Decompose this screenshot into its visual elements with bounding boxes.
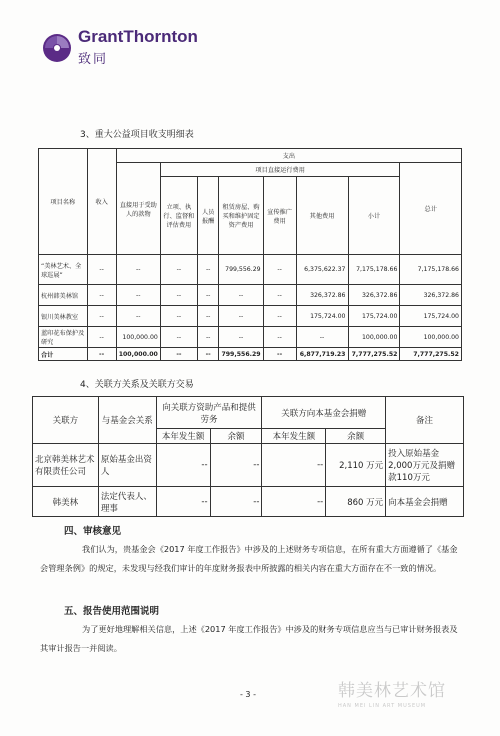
cell: -- [197,327,219,348]
cell: -- [116,255,160,285]
party-name: 韩美林 [33,487,99,517]
header-direct-aid: 直接用于受助人的款物 [116,163,160,255]
header-running-cost: 项目直接运行费用 [160,163,400,177]
cell: -- [116,306,160,327]
paragraph-audit-opinion: 我们认为，贵基金会《2017 年度工作报告》中涉及的上述财务专项信息，在所有重大方面遵循了《基金会管理条例》的规定，未发现与经我们审计的年度财务报表中所披露的相关内容在重大方面存在不一致的情况。 [40,544,458,573]
cell: -- [87,348,116,361]
cell: 6,375,622.37 [296,255,348,285]
cell: -- [219,327,263,348]
cell: 6,877,719.23 [296,348,348,361]
cell: -- [87,327,116,348]
cell: -- [263,327,296,348]
table-row [39,327,462,348]
cell: -- [263,306,296,327]
header-current-amount: 本年发生额 [262,429,326,444]
heading-audit-opinion: 四、审核意见 [64,526,122,537]
cell: 100,000.00 [116,348,160,361]
cell: -- [296,327,348,348]
cell: -- [197,348,219,361]
cell: -- [197,306,219,327]
cell: -- [210,487,262,517]
cell: -- [197,255,219,285]
cell: -- [160,285,197,306]
table-row [39,285,462,306]
section4-title: 4、关联方关系及关联方交易 [80,380,194,390]
header-note: 备注 [386,397,464,444]
cell: -- [263,348,296,361]
table-row [33,487,464,517]
cell: 100,000.00 [116,327,160,348]
header-promo-cost: 宣传推广费用 [263,177,296,255]
header-lease-cost: 租赁房屋、购买和维护固定资产费用 [219,177,263,255]
header-donation: 关联方向本基金会捐赠 [262,397,386,429]
total-label: 合计 [39,348,88,361]
section3-title: 3、重大公益项目收支明细表 [80,130,194,140]
cell: -- [156,444,210,487]
cell: 7,175,178.66 [400,255,462,285]
cell: -- [210,444,262,487]
header-related-party: 关联方 [33,397,99,444]
note: 向本基金会捐赠 [386,487,464,517]
logo-name-en: GrantThornton [78,27,198,46]
cell: -- [156,487,210,517]
cell: 100,000.00 [348,327,400,348]
header-expense: 支出 [116,149,461,163]
watermark-zh: 韩美林艺术馆 [338,681,446,701]
table-row [39,306,462,327]
paragraph-report-scope: 为了更好地理解相关信息，上述《2017 年度工作报告》中涉及的财务专项信息应当与已审计财务报表及其审计报告一并阅读。 [40,624,458,653]
header-current-amount: 本年发生额 [156,429,210,444]
cell: -- [262,444,326,487]
cell: 175,724.00 [400,306,462,327]
header-relation: 与基金会关系 [98,397,156,444]
header-staff-cost: 人员报酬 [197,177,219,255]
project-name: “美林艺术、全球巡展” [39,255,88,285]
cell: -- [116,285,160,306]
related-party-table [32,396,464,517]
cell: 799,556.29 [219,255,263,285]
grant-thornton-logo-icon [42,33,72,63]
cell: -- [219,285,263,306]
cell: 326,372.86 [348,285,400,306]
cell: -- [87,285,116,306]
cell: -- [197,285,219,306]
header-total: 总计 [400,163,462,255]
watermark-en: HAN MEI LIN ART MUSEUM [338,703,427,709]
header-balance: 余额 [210,429,262,444]
cell: -- [87,306,116,327]
cell: 326,372.86 [400,285,462,306]
project-name: 银川美林教室 [39,306,88,327]
cell: -- [160,348,197,361]
table-row [33,444,464,487]
project-name: 杭州韩美林馆 [39,285,88,306]
party-relation: 法定代表人、理事 [98,487,156,517]
header-balance: 余额 [326,429,386,444]
cell: -- [262,487,326,517]
cell: -- [160,327,197,348]
cell: 100,000.00 [400,327,462,348]
header-other-cost: 其他费用 [296,177,348,255]
cell: 175,724.00 [296,306,348,327]
cell: 326,372.86 [296,285,348,306]
project-expense-table [38,148,462,361]
cell: -- [160,306,197,327]
total-row [39,348,462,361]
header-income: 收入 [87,149,116,255]
museum-watermark [338,676,446,709]
cell: 7,777,275.52 [400,348,462,361]
cell: 7,777,275.52 [348,348,400,361]
grant-thornton-logo [42,28,198,67]
cell: 7,175,178.66 [348,255,400,285]
header-setup-cost: 立项、执行、监督和评估费用 [160,177,197,255]
project-name: 蓝印花布保护及研究 [39,327,88,348]
page-number: - 3 - [240,690,256,699]
party-name: 北京韩美林艺术有限责任公司 [33,444,99,487]
cell: 175,724.00 [348,306,400,327]
header-provide-services: 向关联方资助产品和提供劳务 [156,397,262,429]
cell: 799,556.29 [219,348,263,361]
cell: -- [263,285,296,306]
cell: 2,110 万元 [326,444,386,487]
header-project-name: 项目名称 [39,149,88,255]
table-row [39,255,462,285]
party-relation: 原始基金出资人 [98,444,156,487]
cell: 860 万元 [326,487,386,517]
note: 投入原始基金2,000万元及捐赠款110万元 [386,444,464,487]
cell: -- [160,255,197,285]
cell: -- [87,255,116,285]
cell: -- [219,306,263,327]
heading-report-scope: 五、报告使用范围说明 [64,606,160,617]
cell: -- [263,255,296,285]
logo-name-zh: 致同 [78,52,109,67]
header-subtotal: 小计 [348,177,400,255]
